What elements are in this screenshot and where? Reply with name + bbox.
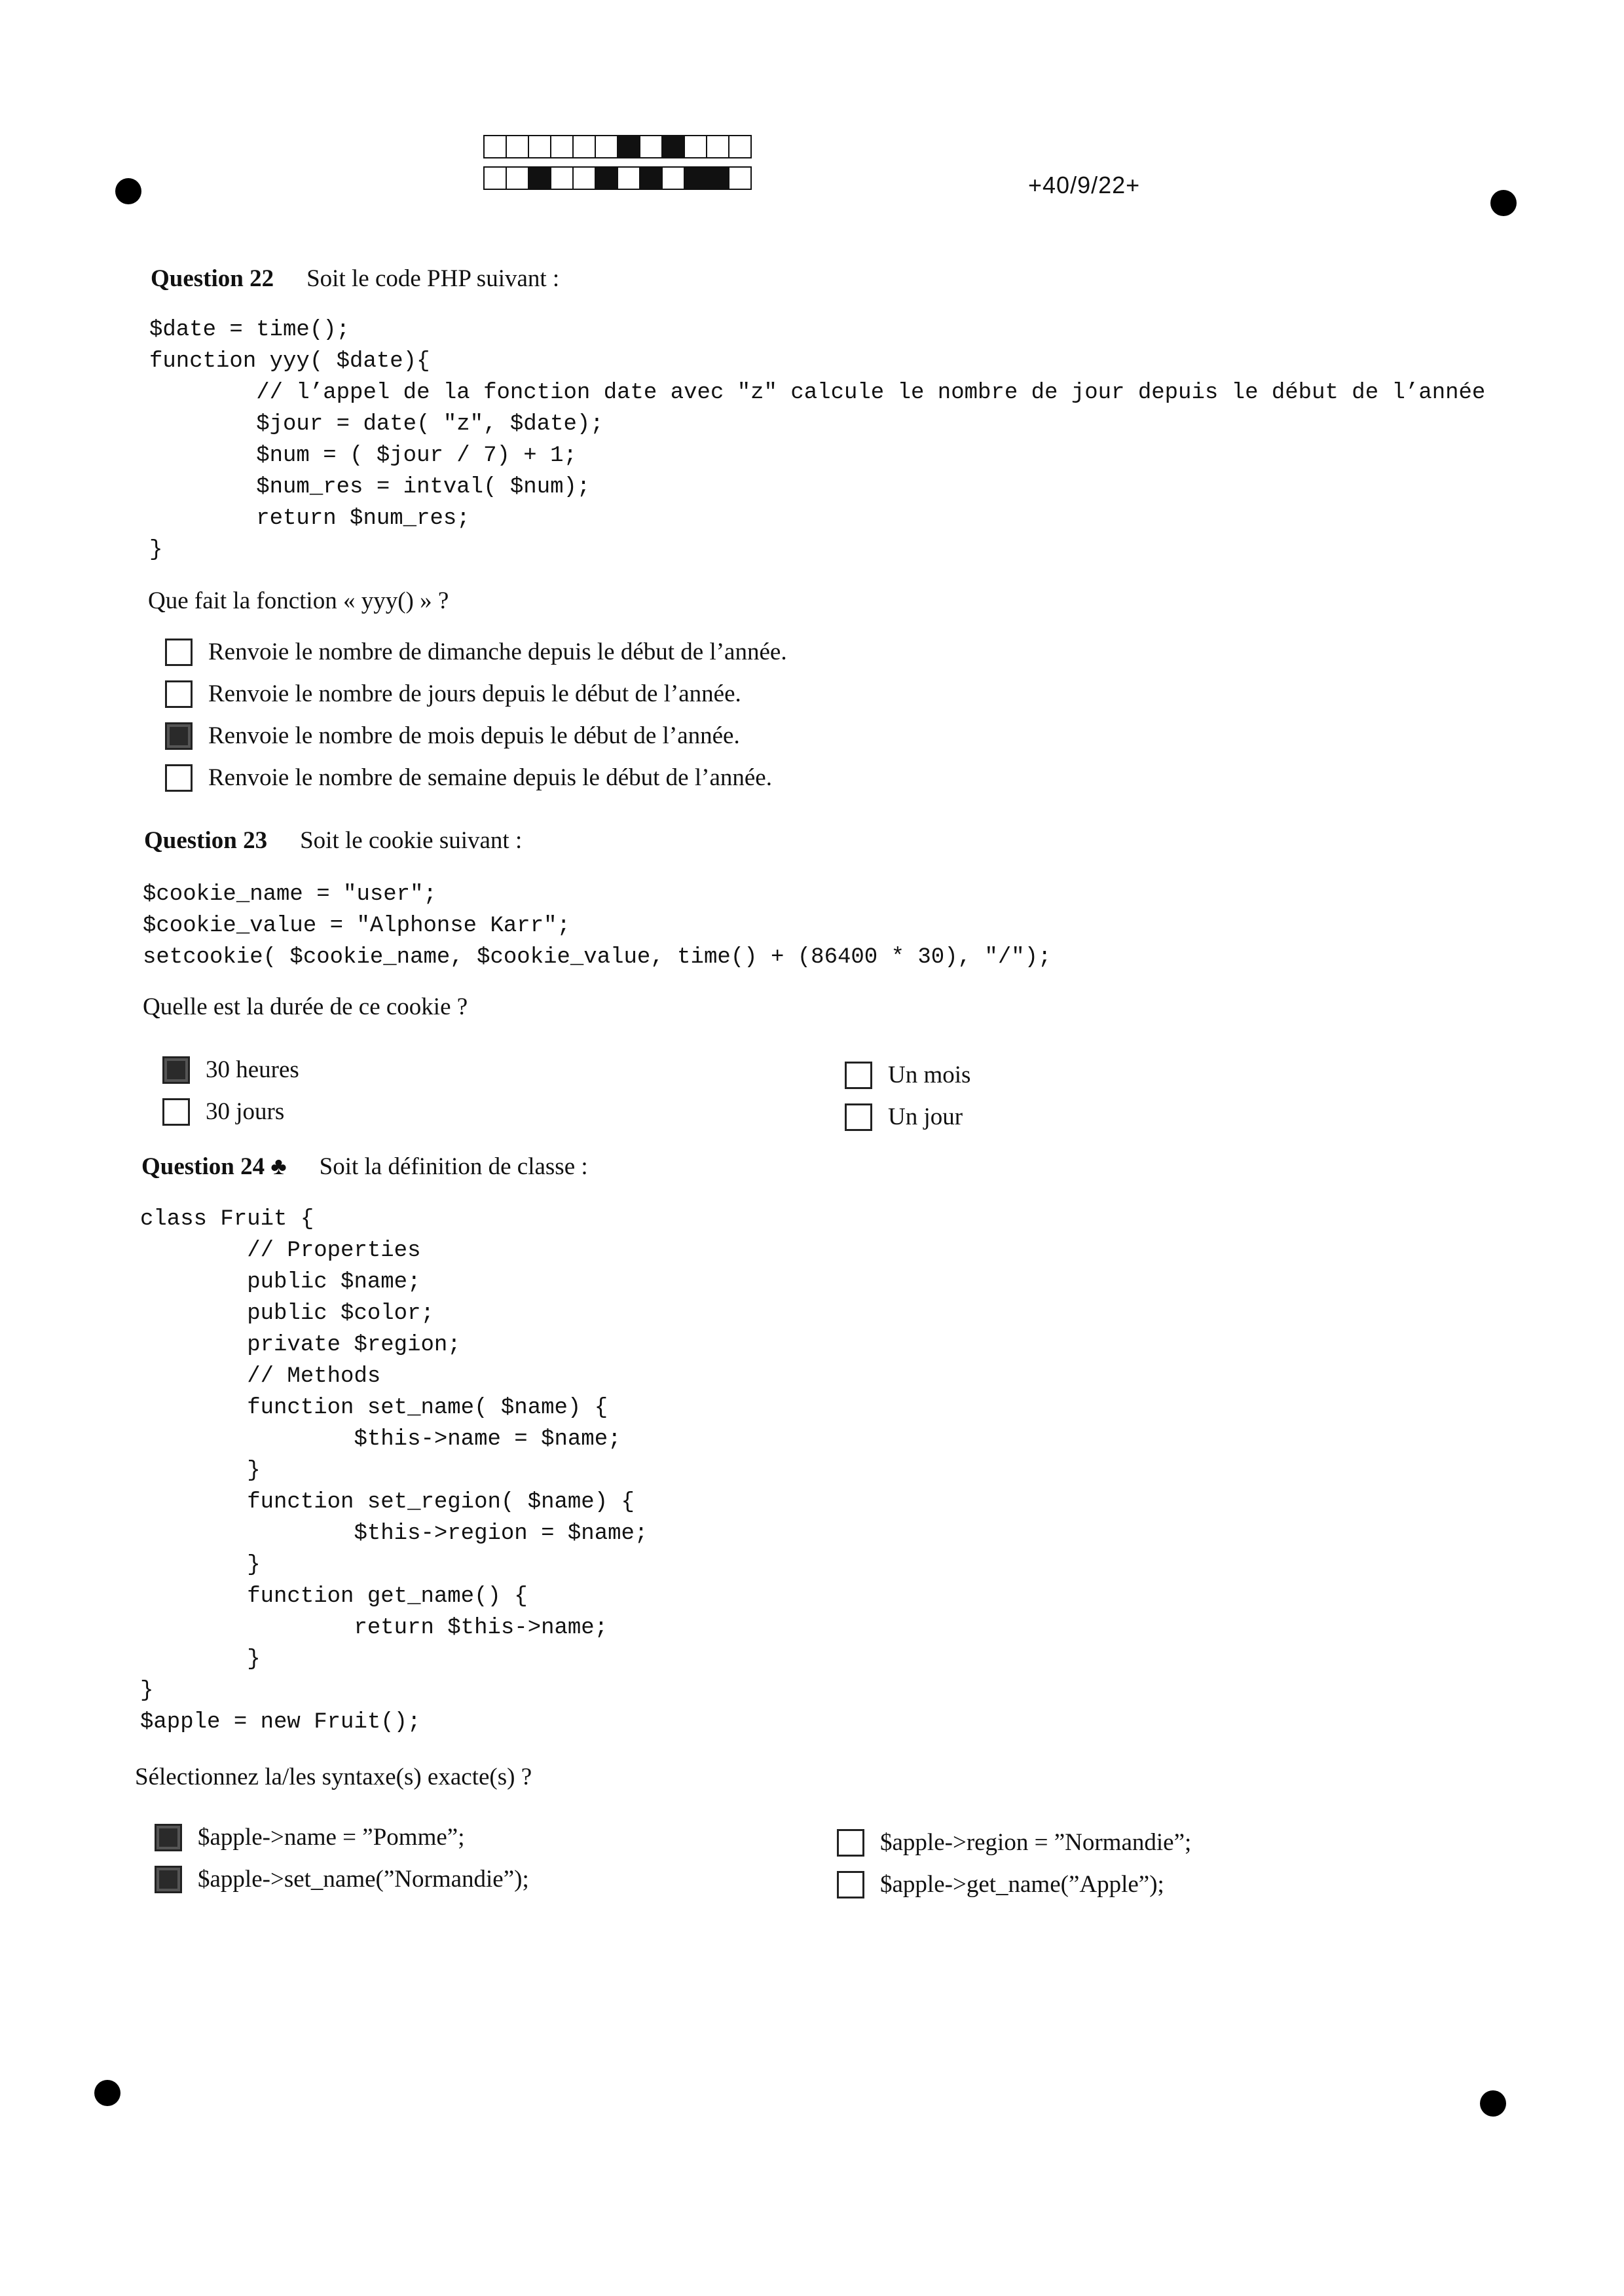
barcode-cell — [728, 166, 752, 190]
barcode-cell — [550, 166, 574, 190]
question-22-title — [151, 265, 559, 293]
answer-checkbox[interactable] — [845, 1103, 872, 1131]
code-line: $cookie_value = "Alphonse Karr"; — [143, 914, 570, 938]
answer-checkbox[interactable] — [837, 1871, 864, 1898]
code-line: $apple = new Fruit(); — [140, 1710, 421, 1735]
code-line: $date = time(); — [149, 318, 350, 343]
answer-label: Un mois — [888, 1062, 971, 1088]
barcode-cell — [572, 135, 596, 158]
sheet-code: +40/9/22+ — [1028, 172, 1141, 198]
code-line: function yyy( $date){ — [149, 349, 430, 374]
barcode-cell — [639, 135, 663, 158]
q22-answer-2[interactable] — [165, 680, 741, 708]
q22-answer-4[interactable] — [165, 764, 772, 792]
barcode-cell — [706, 135, 729, 158]
answer-label: Renvoie le nombre de mois depuis le début de l’année. — [208, 722, 740, 749]
code-line: function set_name( $name) { — [140, 1396, 608, 1420]
code-line: private $region; — [140, 1333, 461, 1358]
code-line: return $this->name; — [140, 1616, 608, 1640]
barcode-cell — [617, 166, 640, 190]
question-23-title — [144, 826, 522, 855]
barcode-cell — [528, 135, 551, 158]
barcode-cell — [572, 166, 596, 190]
answer-label: $apple->set_name(”Normandie”); — [198, 1866, 529, 1893]
code-line: return $num_res; — [149, 506, 470, 531]
barcode-cell — [528, 166, 551, 190]
barcode-cell — [639, 166, 663, 190]
code-line: // l’appel de la fonction date avec "z" calcule le nombre de jour depuis le début de l’année — [149, 380, 1486, 405]
code-line: } — [140, 1678, 154, 1703]
barcode-row-2 — [485, 166, 752, 190]
code-line: } — [140, 1458, 261, 1483]
question-23-prompt: Quelle est la durée de ce cookie ? — [143, 993, 468, 1020]
answer-label: $apple->get_name(”Apple”); — [880, 1871, 1164, 1898]
barcode-cell — [684, 135, 707, 158]
question-24-prompt: Sélectionnez la/les syntaxe(s) exacte(s) ? — [135, 1764, 532, 1790]
barcode-cell — [506, 166, 529, 190]
code-line: $num = ( $jour / 7) + 1; — [149, 443, 577, 468]
question-22-prompt: Que fait la fonction « yyy() » ? — [148, 587, 449, 614]
question-24-title — [141, 1153, 588, 1181]
question-23-intro: Soit le cookie suivant : — [300, 827, 523, 854]
q22-answer-1[interactable] — [165, 638, 787, 666]
registration-mark-bottom-left — [94, 2080, 120, 2106]
answer-checkbox[interactable] — [165, 639, 193, 666]
q24-answer-4[interactable] — [837, 1870, 1164, 1898]
q23-answer-4[interactable] — [845, 1103, 963, 1131]
question-23-label: Question 23 — [144, 827, 268, 854]
question-22-intro: Soit le code PHP suivant : — [306, 265, 560, 292]
question-24-label: Question 24 ♣ — [141, 1153, 287, 1180]
code-line: class Fruit { — [140, 1207, 314, 1232]
q23-answer-1[interactable] — [162, 1056, 299, 1084]
answer-checkbox[interactable] — [155, 1824, 182, 1851]
q23-answer-3[interactable] — [845, 1061, 970, 1089]
answer-label: Renvoie le nombre de jours depuis le début de l’année. — [208, 680, 741, 707]
q24-answer-2[interactable] — [155, 1865, 529, 1893]
question-22-label: Question 22 — [151, 265, 274, 292]
code-line: $this->name = $name; — [140, 1427, 621, 1452]
barcode-cell — [684, 166, 707, 190]
q22-answer-3[interactable] — [165, 722, 740, 750]
barcode-cell — [483, 166, 507, 190]
code-line: public $name; — [140, 1270, 421, 1295]
code-line: // Methods — [140, 1364, 381, 1389]
answer-checkbox[interactable] — [845, 1062, 872, 1089]
registration-mark-bottom-right — [1480, 2090, 1506, 2117]
q24-answer-1[interactable] — [155, 1823, 465, 1851]
barcode-cell — [595, 166, 618, 190]
q23-answer-2[interactable] — [162, 1098, 284, 1126]
answer-checkbox[interactable] — [162, 1056, 190, 1084]
barcode-cell — [661, 166, 685, 190]
code-line: } — [149, 538, 163, 563]
barcode-cell — [661, 135, 685, 158]
registration-mark-top-left — [115, 178, 141, 204]
q24-answer-3[interactable] — [837, 1828, 1191, 1857]
answer-checkbox[interactable] — [165, 680, 193, 708]
code-line: function set_region( $name) { — [140, 1490, 635, 1515]
answer-checkbox[interactable] — [837, 1829, 864, 1857]
barcode-cell — [506, 135, 529, 158]
barcode-cell — [728, 135, 752, 158]
code-line: $this->region = $name; — [140, 1521, 648, 1546]
barcode-cell — [706, 166, 729, 190]
answer-label: $apple->region = ”Normandie”; — [880, 1829, 1192, 1856]
code-line: } — [140, 1647, 261, 1672]
code-line: function get_name() { — [140, 1584, 528, 1609]
answer-label: Renvoie le nombre de dimanche depuis le début de l’année. — [208, 639, 787, 665]
code-line: $cookie_name = "user"; — [143, 882, 437, 907]
code-line: $jour = date( "z", $date); — [149, 412, 604, 437]
barcode-cell — [617, 135, 640, 158]
answer-checkbox[interactable] — [155, 1866, 182, 1893]
question-24-code — [140, 1204, 648, 1738]
registration-mark-top-right — [1490, 190, 1517, 216]
answer-label: $apple->name = ”Pomme”; — [198, 1824, 465, 1851]
question-24-intro: Soit la définition de classe : — [319, 1153, 588, 1180]
answer-checkbox[interactable] — [165, 764, 193, 792]
answer-checkbox[interactable] — [165, 722, 193, 750]
answer-label: 30 heures — [206, 1056, 299, 1083]
answer-checkbox[interactable] — [162, 1098, 190, 1126]
barcode-cell — [483, 135, 507, 158]
question-23-code — [143, 879, 1051, 973]
code-line: public $color; — [140, 1301, 434, 1326]
code-line: setcookie( $cookie_name, $cookie_value, time() + (86400 * 30), "/"); — [143, 945, 1052, 970]
answer-label: 30 jours — [206, 1098, 285, 1125]
barcode-cell — [595, 135, 618, 158]
code-line: } — [140, 1553, 261, 1578]
barcode-cell — [550, 135, 574, 158]
code-line: $num_res = intval( $num); — [149, 475, 591, 500]
answer-label: Un jour — [888, 1103, 963, 1130]
code-line: // Properties — [140, 1238, 421, 1263]
barcode-row-1 — [485, 135, 752, 158]
answer-label: Renvoie le nombre de semaine depuis le début de l’année. — [208, 764, 772, 791]
question-22-code — [149, 314, 1485, 566]
